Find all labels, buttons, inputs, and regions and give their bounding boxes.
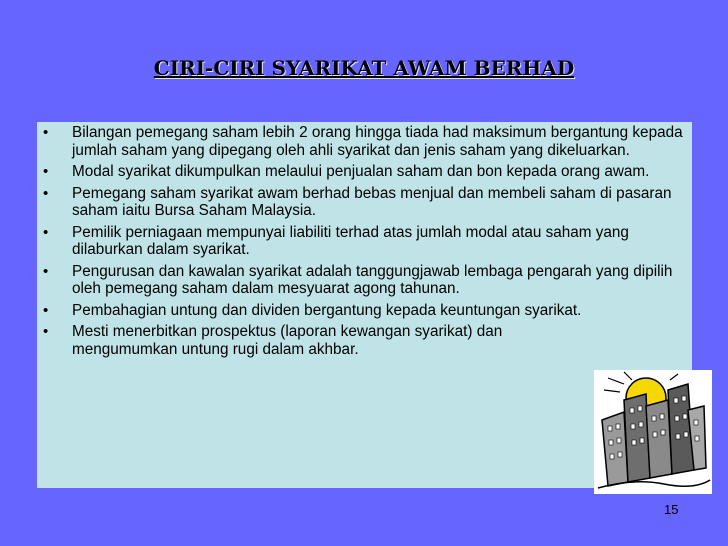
bullet-icon: • xyxy=(43,262,49,280)
slide-title: CIRI-CIRI SYARIKAT AWAM BERHAD xyxy=(153,56,575,80)
city-buildings-clipart xyxy=(594,370,712,494)
list-item xyxy=(37,163,697,181)
city-buildings-icon xyxy=(594,370,712,494)
list-item xyxy=(37,323,697,358)
list-item xyxy=(37,224,697,259)
bullet-icon: • xyxy=(43,223,49,241)
bullet-list xyxy=(37,124,697,362)
bullet-text: Pemilik perniagaan mempunyai liabiliti terhad atas jumlah modal atau saham yang dilaburkan dalam syarikat. xyxy=(72,223,629,258)
bullet-icon: • xyxy=(43,163,49,180)
bullet-icon: • xyxy=(43,301,49,319)
bullet-text: Mesti menerbitkan prospektus (laporan kewangan syarikat) dan mengumumkan untung rugi dalam akhbar. xyxy=(72,323,503,358)
bullet-text: Bilangan pemegang saham lebih 2 orang hingga tiada had maksimum bergantung kepada jumlah saham yang dipegang oleh ahli syarikat dan jenis saham yang dikeluarkan. xyxy=(72,124,683,159)
list-item xyxy=(37,124,697,159)
bullet-icon: • xyxy=(43,323,49,340)
bullet-text: Pembahagian untung dan dividen bergantung kepada keuntungan syarikat. xyxy=(72,301,582,319)
bullet-text: Pengurusan dan kawalan syarikat adalah tanggungjawab lembaga pengarah yang dipilih oleh pemegang saham dalam mesyuarat agong tahunan. xyxy=(72,262,673,297)
list-item xyxy=(37,302,697,320)
bullet-icon: • xyxy=(43,124,49,141)
bullet-text: Pemegang saham syarikat awam berhad bebas menjual dan membeli saham di pasaran saham iaitu Bursa Saham Malaysia. xyxy=(72,184,672,219)
page-number: 15 xyxy=(664,502,679,517)
list-item xyxy=(37,185,697,220)
list-item xyxy=(37,263,697,298)
bullet-icon: • xyxy=(43,184,49,202)
bullet-text: Modal syarikat dikumpulkan melaului penjualan saham dan bon kepada orang awam. xyxy=(72,163,650,180)
